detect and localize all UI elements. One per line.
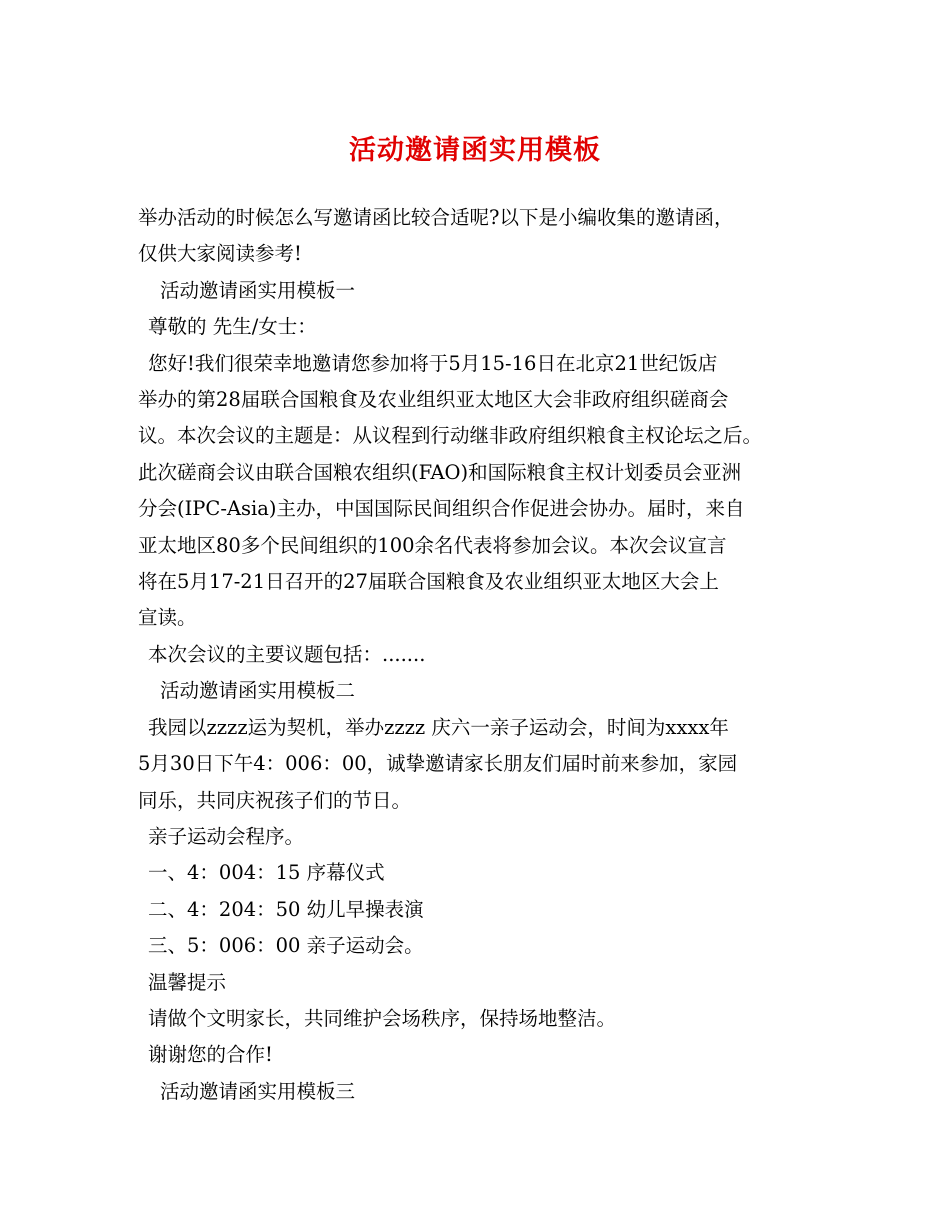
intro-line-2: 仅供大家阅读参考! xyxy=(138,242,302,266)
paragraph-line: 举办的第28届联合国粮食及农业组织亚太地区大会非政府组织磋商会 xyxy=(138,388,729,412)
intro-line-1: 举办活动的时候怎么写邀请函比较合适呢?以下是小编收集的邀请函， xyxy=(138,206,734,229)
notice-text: 请做个文明家长，共同维护会场秩序，保持场地整洁。 xyxy=(148,1006,617,1030)
paragraph-line: 同乐，共同庆祝孩子们的节日。 xyxy=(138,788,412,812)
section-heading-3: 活动邀请函实用模板三 xyxy=(160,1079,356,1103)
notice-heading: 温馨提示 xyxy=(148,970,227,994)
salutation: 尊敬的 先生/女士： xyxy=(148,315,317,339)
paragraph-line: 5月30日下午4：006：00，诚挚邀请家长朋友们届时前来参加，家园 xyxy=(138,752,738,776)
program-item: 二、4：204：50 幼儿早操表演 xyxy=(148,897,424,921)
section-heading-1: 活动邀请函实用模板一 xyxy=(160,278,356,302)
paragraph-line: 此次磋商会议由联合国粮农组织(FAO)和国际粮食主权计划委员会亚洲 xyxy=(138,460,742,484)
paragraph-line: 宣读。 xyxy=(138,606,197,630)
paragraph-line: 分会(IPC-Asia)主办，中国国际民间组织合作促进会协办。届时，来自 xyxy=(138,497,745,521)
program-item: 三、5：006：00 亲子运动会。 xyxy=(148,934,424,958)
document-body xyxy=(138,200,828,1110)
paragraph-line: 议。本次会议的主题是：从议程到行动继非政府组织粮食主权论坛之后。 xyxy=(138,424,763,448)
document-title: 活动邀请函实用模板 xyxy=(349,135,601,166)
program-item: 一、4：004：15 序幕仪式 xyxy=(148,861,385,885)
paragraph-line: 您好!我们很荣幸地邀请您参加将于5月15-16日在北京21世纪饭店 xyxy=(148,351,718,375)
paragraph-line: 我园以zzzz运为契机，举办zzzz 庆六一亲子运动会，时间为xxxx年 xyxy=(148,715,729,739)
thanks-line: 谢谢您的合作! xyxy=(148,1043,273,1067)
section-heading-2: 活动邀请函实用模板二 xyxy=(160,679,356,703)
paragraph-line: 将在5月17-21日召开的27届联合国粮食及农业组织亚太地区大会上 xyxy=(138,570,719,594)
paragraph-line: 亚太地区80多个民间组织的100余名代表将参加会议。本次会议宣言 xyxy=(138,533,727,557)
agenda-line: 本次会议的主要议题包括：....... xyxy=(148,642,426,666)
program-heading: 亲子运动会程序。 xyxy=(148,824,305,848)
